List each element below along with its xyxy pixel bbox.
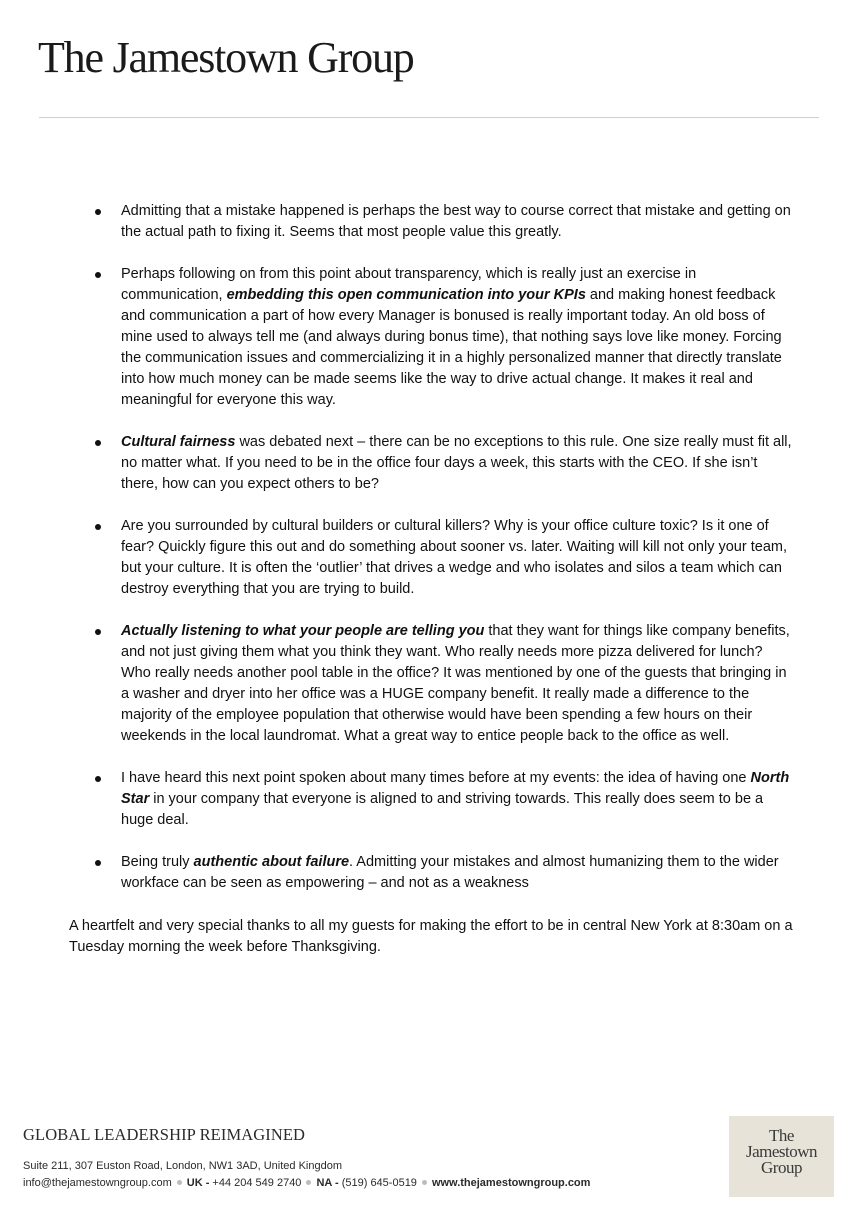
footer-tagline: GLOBAL LEADERSHIP REIMAGINED [23,1125,306,1144]
bullet-dot-icon [95,776,101,782]
emphasis-text: embedding this open communication into your KPIs [226,287,586,303]
bullet-dot-icon [95,629,101,635]
bullet-text: . Admitting your mistakes and almost humanizing them to the wider workface can be seen as empowering – and not as a weakness [121,854,779,891]
header-divider [39,117,819,118]
bullet-dot-icon [95,524,101,530]
bullet-text: Admitting that a mistake happened is perhaps the best way to course correct that mistake and getting on the actual path to fixing it. Seems that most people value this greatly. [121,203,791,240]
bullet-text: Being truly [121,854,194,870]
bullet-text: Are you surrounded by cultural builders or cultural killers? Why is your office culture toxic? Is it one of fear? Quickly figure this out and do something about sooner vs. later. Waiting will kill not only your team, but your culture. It is often the ‘outlier’ that drives a wedge and who isolates and silos a team which can destroy everything that you are trying to build. [121,518,787,597]
uk-phone: +44 204 549 2740 [212,1177,302,1189]
footer-logo-wordmark [729,1128,834,1176]
bullet-dot-icon [95,860,101,866]
footer-email[interactable]: info@thejamestowngroup.com [23,1177,172,1189]
logo-line: Group [761,1158,802,1177]
bullet-dot-icon [95,209,101,215]
bullet-item [69,432,794,495]
bullet-text: was debated next – there can be no exceptions to this rule. One size really must fit all, no matter what. If you need to be in the office four days a week, this starts with the CEO. If she isn’t there, how can you expect others to be? [121,434,792,492]
footer-address: Suite 211, 307 Euston Road, London, NW1 3AD, United Kingdom [23,1160,342,1172]
bullet-item [69,516,794,600]
emphasis-text: authentic about failure [193,854,350,870]
na-phone: (519) 645-0519 [341,1177,417,1189]
bullet-list [69,201,794,894]
bullet-item [69,201,794,243]
bullet-dot-icon [95,440,101,446]
bullet-item [69,768,794,831]
bullet-dot-icon [95,272,101,278]
separator-dot-icon [422,1180,427,1185]
uk-label: UK - [186,1177,210,1189]
separator-dot-icon [177,1180,182,1185]
closing-paragraph: A heartfelt and very special thanks to all my guests for making the effort to be in central New York at 8:30am on a Tuesday morning the week before Thanksgiving. [69,918,793,955]
bullet-text: I have heard this next point spoken about many times before at my events: the idea of having one [121,770,751,786]
bullet-text: and making honest feedback and communication a part of how every Manager is bonused is really important today. An old boss of mine used to always tell me (and always during bonus time), that nothing says love like money. Forcing the communication issues and commercializing it in a highly personalized manner that directly translate into how much money can be made seems like the way to drive actual change. It makes it real and meaningful for everyone this way. [121,287,782,408]
footer-contacts [23,1177,590,1189]
logo-line: Jamestown [745,1142,818,1161]
bullet-text: Perhaps following on from this point about transparency, which is really just an exercise in communication, [121,266,697,303]
brand-title: The Jamestown Group [38,33,414,82]
logo-line: The [769,1126,794,1145]
na-label: NA - [316,1177,339,1189]
emphasis-text: Actually listening to what your people are telling you [121,623,485,639]
bullet-item [69,264,794,411]
emphasis-text: Cultural fairness [121,434,236,450]
footer-logo [729,1116,834,1197]
bullet-item [69,852,794,894]
bullet-text: that they want for things like company benefits, and not just giving them what you think they want. Who really needs more pizza delivered for lunch? Who really needs another pool table in the office? It was mentioned by one of the guests that bringing in a washer and dryer into her office was a HUGE company benefit. It really made a difference to the majority of the employee population that otherwise would have been spending a few hours on their weekends in the local laundromat. What a great way to entice people back to the office as well. [121,623,790,744]
document-body [69,201,794,958]
footer-website-link[interactable]: www.thejamestowngroup.com [431,1177,591,1189]
emphasis-text: North Star [121,770,790,807]
bullet-text: in your company that everyone is aligned to and striving towards. This really does seem to be a huge deal. [121,791,764,828]
separator-dot-icon [306,1180,311,1185]
bullet-item [69,621,794,747]
